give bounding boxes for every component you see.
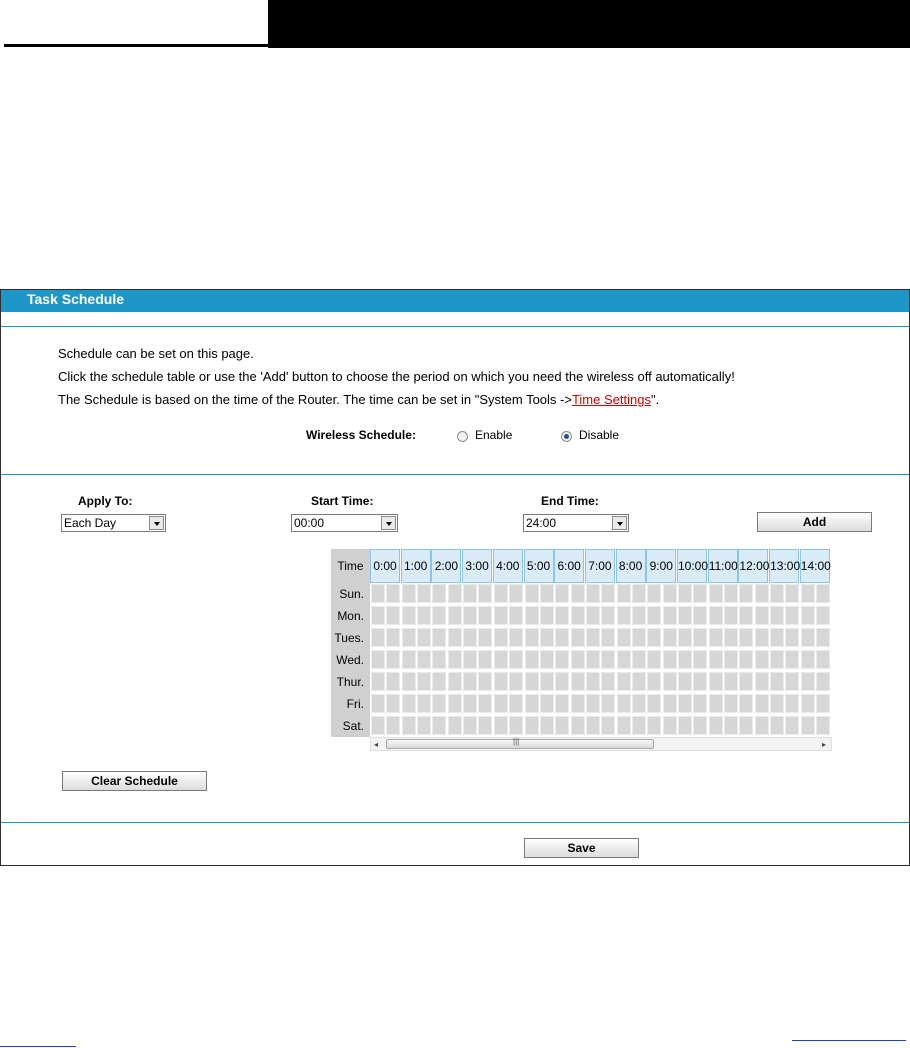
schedule-slot[interactable]	[601, 606, 615, 625]
schedule-slot[interactable]	[509, 628, 523, 647]
schedule-slot[interactable]	[432, 716, 446, 735]
schedule-slot[interactable]	[494, 650, 508, 669]
time-header: Time	[331, 549, 370, 583]
hour-header[interactable]: 1:00	[401, 549, 431, 583]
schedule-slot[interactable]	[693, 716, 707, 735]
separator-top	[1, 326, 909, 327]
schedule-slot[interactable]	[494, 672, 508, 691]
schedule-slot[interactable]	[724, 694, 738, 713]
schedule-slot[interactable]	[663, 628, 677, 647]
end-time-value: 24:00	[526, 516, 557, 530]
schedule-slot[interactable]	[494, 694, 508, 713]
schedule-slot[interactable]	[586, 628, 600, 647]
schedule-slot[interactable]	[463, 672, 477, 691]
schedule-slot[interactable]	[801, 650, 815, 669]
schedule-slot[interactable]	[555, 606, 569, 625]
schedule-slot[interactable]	[770, 716, 784, 735]
schedule-slot[interactable]	[448, 650, 462, 669]
schedule-slot[interactable]	[525, 716, 539, 735]
hour-header[interactable]: 4:00	[493, 549, 523, 583]
schedule-slot[interactable]	[494, 628, 508, 647]
schedule-slot[interactable]	[709, 606, 723, 625]
schedule-slot[interactable]	[478, 628, 492, 647]
schedule-slot[interactable]	[386, 672, 400, 691]
schedule-slot[interactable]	[632, 584, 646, 603]
schedule-slot[interactable]	[432, 650, 446, 669]
schedule-slot[interactable]	[371, 606, 385, 625]
schedule-slot[interactable]	[709, 650, 723, 669]
info-line-1: Schedule can be set on this page.	[58, 346, 254, 361]
schedule-slot[interactable]	[678, 628, 692, 647]
scrollbar-thumb[interactable]	[386, 739, 654, 749]
separator-middle	[1, 474, 909, 475]
schedule-slot[interactable]	[785, 606, 799, 625]
schedule-slot[interactable]	[571, 584, 585, 603]
schedule-slot[interactable]	[617, 716, 631, 735]
schedule-slot[interactable]	[417, 672, 431, 691]
schedule-slot[interactable]	[770, 606, 784, 625]
apply-to-label: Apply To:	[78, 494, 133, 508]
schedule-slot[interactable]	[463, 716, 477, 735]
enable-label: Enable	[475, 428, 513, 442]
footer-link-underline-2[interactable]	[0, 1046, 76, 1047]
schedule-slot[interactable]	[755, 672, 769, 691]
schedule-slot[interactable]	[816, 606, 830, 625]
schedule-slot[interactable]	[724, 606, 738, 625]
schedule-slot[interactable]	[770, 584, 784, 603]
schedule-slot[interactable]	[770, 694, 784, 713]
schedule-slot[interactable]	[494, 716, 508, 735]
schedule-slot[interactable]	[463, 606, 477, 625]
schedule-slot[interactable]	[448, 694, 462, 713]
schedule-slot[interactable]	[478, 650, 492, 669]
start-time-label: Start Time:	[311, 494, 374, 508]
header-black-bar	[268, 0, 910, 48]
header-underline	[4, 44, 268, 47]
schedule-slot[interactable]	[739, 606, 753, 625]
schedule-slot[interactable]	[402, 650, 416, 669]
info-line-3-text: The Schedule is based on the time of the Router. The time can be set in "System Tools ->	[58, 392, 572, 407]
schedule-slot[interactable]	[371, 628, 385, 647]
schedule-slot[interactable]	[417, 584, 431, 603]
schedule-slot[interactable]	[770, 650, 784, 669]
schedule-slot[interactable]	[386, 606, 400, 625]
schedule-slot[interactable]	[693, 650, 707, 669]
schedule-slot[interactable]	[586, 694, 600, 713]
task-schedule-panel	[0, 289, 910, 866]
schedule-slot[interactable]	[678, 716, 692, 735]
schedule-slot[interactable]	[739, 584, 753, 603]
hour-header[interactable]: 14:00	[800, 549, 830, 583]
schedule-slot[interactable]	[601, 694, 615, 713]
separator-bottom	[1, 822, 909, 823]
hour-header[interactable]: 10:00	[677, 549, 707, 583]
save-button[interactable]: Save	[524, 838, 639, 858]
schedule-slot[interactable]	[785, 716, 799, 735]
schedule-slot[interactable]	[478, 672, 492, 691]
header-left-area	[0, 0, 268, 46]
schedule-slot[interactable]	[525, 650, 539, 669]
schedule-slot[interactable]	[571, 694, 585, 713]
schedule-slot[interactable]	[386, 628, 400, 647]
schedule-slot[interactable]	[647, 694, 661, 713]
schedule-slot[interactable]	[632, 716, 646, 735]
schedule-slot[interactable]	[801, 628, 815, 647]
schedule-slot[interactable]	[494, 584, 508, 603]
schedule-slot[interactable]	[663, 606, 677, 625]
schedule-slot[interactable]	[432, 584, 446, 603]
wireless-schedule-label: Wireless Schedule:	[306, 428, 416, 442]
schedule-slot[interactable]	[448, 628, 462, 647]
hour-header[interactable]: 0:00	[370, 549, 400, 583]
schedule-slot[interactable]	[494, 606, 508, 625]
hour-header[interactable]: 6:00	[554, 549, 584, 583]
schedule-slot[interactable]	[448, 672, 462, 691]
add-button[interactable]: Add	[757, 512, 872, 532]
schedule-slot[interactable]	[509, 650, 523, 669]
schedule-slot[interactable]	[678, 694, 692, 713]
schedule-slot[interactable]	[525, 584, 539, 603]
hour-header[interactable]: 5:00	[524, 549, 554, 583]
schedule-slot[interactable]	[463, 694, 477, 713]
schedule-slot[interactable]	[586, 716, 600, 735]
schedule-slot[interactable]	[509, 716, 523, 735]
schedule-slot[interactable]	[601, 650, 615, 669]
day-label[interactable]: Mon.	[331, 605, 370, 627]
schedule-slot[interactable]	[386, 650, 400, 669]
schedule-slot[interactable]	[617, 694, 631, 713]
schedule-slot[interactable]	[678, 672, 692, 691]
schedule-slot[interactable]	[417, 650, 431, 669]
schedule-slot[interactable]	[386, 716, 400, 735]
horizontal-scrollbar[interactable]	[370, 737, 832, 751]
schedule-slot[interactable]	[632, 628, 646, 647]
hour-header[interactable]: 8:00	[616, 549, 646, 583]
day-label[interactable]: Sat.	[331, 715, 370, 737]
schedule-slot[interactable]	[678, 650, 692, 669]
schedule-table[interactable]	[331, 549, 832, 749]
schedule-slot[interactable]	[647, 606, 661, 625]
schedule-slot[interactable]	[816, 628, 830, 647]
schedule-slot[interactable]	[724, 584, 738, 603]
panel-title: Task Schedule	[1, 290, 909, 312]
schedule-slot[interactable]	[601, 584, 615, 603]
schedule-slot[interactable]	[402, 716, 416, 735]
schedule-slot[interactable]	[617, 628, 631, 647]
schedule-slot[interactable]	[555, 672, 569, 691]
day-label[interactable]: Thur.	[331, 671, 370, 693]
schedule-slot[interactable]	[632, 672, 646, 691]
schedule-slot[interactable]	[540, 628, 554, 647]
scrollbar-grip-icon: |||	[513, 737, 520, 746]
schedule-slot[interactable]	[432, 694, 446, 713]
schedule-slot[interactable]	[647, 628, 661, 647]
schedule-slot[interactable]	[555, 584, 569, 603]
schedule-slot[interactable]	[601, 716, 615, 735]
schedule-slot[interactable]	[693, 606, 707, 625]
info-line-3-end: ".	[650, 392, 660, 407]
schedule-slot[interactable]	[755, 694, 769, 713]
schedule-slot[interactable]	[801, 606, 815, 625]
schedule-slot[interactable]	[509, 694, 523, 713]
schedule-slot[interactable]	[540, 672, 554, 691]
schedule-slot[interactable]	[432, 606, 446, 625]
schedule-slot[interactable]	[555, 694, 569, 713]
schedule-slot[interactable]	[724, 672, 738, 691]
schedule-slot[interactable]	[402, 584, 416, 603]
schedule-slot[interactable]	[663, 672, 677, 691]
schedule-slot[interactable]	[371, 694, 385, 713]
schedule-slot[interactable]	[371, 672, 385, 691]
schedule-slot[interactable]	[755, 650, 769, 669]
enable-radio[interactable]	[457, 431, 468, 442]
schedule-slot[interactable]	[693, 672, 707, 691]
schedule-slot[interactable]	[571, 650, 585, 669]
schedule-slot[interactable]	[601, 628, 615, 647]
schedule-slot[interactable]	[739, 694, 753, 713]
schedule-slot[interactable]	[663, 716, 677, 735]
schedule-slot[interactable]	[785, 672, 799, 691]
schedule-slot[interactable]	[709, 716, 723, 735]
end-time-select[interactable]	[523, 514, 629, 532]
scroll-right-icon[interactable]: ▸	[821, 740, 826, 749]
schedule-slot[interactable]	[432, 672, 446, 691]
schedule-slot[interactable]	[755, 584, 769, 603]
schedule-slot[interactable]	[755, 606, 769, 625]
schedule-slot[interactable]	[693, 628, 707, 647]
schedule-slot[interactable]	[509, 606, 523, 625]
chevron-down-icon[interactable]	[381, 516, 396, 530]
schedule-slot[interactable]	[417, 606, 431, 625]
chevron-down-icon[interactable]	[149, 516, 164, 530]
schedule-slot[interactable]	[709, 584, 723, 603]
schedule-slot[interactable]	[371, 584, 385, 603]
day-label[interactable]: Fri.	[331, 693, 370, 715]
schedule-slot[interactable]	[632, 694, 646, 713]
schedule-slot[interactable]	[617, 650, 631, 669]
schedule-slot[interactable]	[739, 672, 753, 691]
hour-header[interactable]: 11:00	[708, 549, 738, 583]
apply-to-value: Each Day	[64, 516, 117, 530]
hour-header[interactable]: 3:00	[462, 549, 492, 583]
schedule-slot[interactable]	[555, 650, 569, 669]
schedule-slot[interactable]	[540, 584, 554, 603]
schedule-slot[interactable]	[448, 716, 462, 735]
hour-header[interactable]: 13:00	[769, 549, 799, 583]
day-label[interactable]: Tues.	[331, 627, 370, 649]
day-label[interactable]: Wed.	[331, 649, 370, 671]
schedule-slot[interactable]	[586, 584, 600, 603]
schedule-slot[interactable]	[647, 716, 661, 735]
schedule-slot[interactable]	[663, 650, 677, 669]
schedule-slot[interactable]	[816, 716, 830, 735]
schedule-slot[interactable]	[785, 694, 799, 713]
schedule-slot[interactable]	[478, 716, 492, 735]
schedule-slot[interactable]	[571, 716, 585, 735]
schedule-slot[interactable]	[617, 672, 631, 691]
schedule-slot[interactable]	[785, 650, 799, 669]
time-settings-link[interactable]: Time Settings	[571, 392, 651, 407]
schedule-slot[interactable]	[755, 628, 769, 647]
schedule-slot[interactable]	[801, 672, 815, 691]
schedule-slot[interactable]	[386, 584, 400, 603]
schedule-slot[interactable]	[540, 694, 554, 713]
schedule-slot[interactable]	[647, 584, 661, 603]
end-time-label: End Time:	[541, 494, 599, 508]
schedule-slot[interactable]	[801, 584, 815, 603]
schedule-slot[interactable]	[371, 650, 385, 669]
schedule-slot[interactable]	[632, 650, 646, 669]
schedule-slot[interactable]	[693, 694, 707, 713]
schedule-slot[interactable]	[724, 628, 738, 647]
schedule-slot[interactable]	[571, 672, 585, 691]
schedule-slot[interactable]	[571, 628, 585, 647]
schedule-slot[interactable]	[540, 650, 554, 669]
footer-link-underline[interactable]	[792, 1040, 906, 1041]
schedule-slot[interactable]	[478, 584, 492, 603]
schedule-slot[interactable]	[801, 716, 815, 735]
schedule-slot[interactable]	[601, 672, 615, 691]
schedule-slot[interactable]	[540, 606, 554, 625]
schedule-slot[interactable]	[739, 628, 753, 647]
schedule-slot[interactable]	[448, 606, 462, 625]
start-time-value: 00:00	[294, 516, 325, 530]
schedule-slot[interactable]	[509, 672, 523, 691]
schedule-slot[interactable]	[478, 606, 492, 625]
chevron-down-icon[interactable]	[612, 516, 627, 530]
hour-header[interactable]: 12:00	[738, 549, 768, 583]
schedule-slot[interactable]	[448, 584, 462, 603]
info-line-3	[58, 392, 659, 407]
schedule-slot[interactable]	[402, 606, 416, 625]
schedule-slot[interactable]	[463, 584, 477, 603]
schedule-slot[interactable]	[816, 650, 830, 669]
schedule-slot[interactable]	[417, 628, 431, 647]
schedule-slot[interactable]	[770, 672, 784, 691]
schedule-slot[interactable]	[663, 584, 677, 603]
schedule-slot[interactable]	[463, 628, 477, 647]
schedule-slot[interactable]	[816, 694, 830, 713]
schedule-slot[interactable]	[525, 672, 539, 691]
hour-header[interactable]: 7:00	[585, 549, 615, 583]
schedule-slot[interactable]	[678, 606, 692, 625]
schedule-slot[interactable]	[509, 584, 523, 603]
schedule-slot[interactable]	[816, 584, 830, 603]
schedule-slot[interactable]	[540, 716, 554, 735]
schedule-slot[interactable]	[371, 716, 385, 735]
schedule-slot[interactable]	[709, 694, 723, 713]
schedule-slot[interactable]	[632, 606, 646, 625]
schedule-slot[interactable]	[755, 716, 769, 735]
disable-label: Disable	[579, 428, 620, 442]
schedule-slot[interactable]	[663, 694, 677, 713]
schedule-slot[interactable]	[402, 672, 416, 691]
schedule-slot[interactable]	[739, 650, 753, 669]
schedule-slot[interactable]	[647, 650, 661, 669]
schedule-slot[interactable]	[724, 650, 738, 669]
schedule-slot[interactable]	[525, 606, 539, 625]
schedule-slot[interactable]	[724, 716, 738, 735]
apply-to-select[interactable]	[61, 514, 166, 532]
day-label[interactable]: Sun.	[331, 583, 370, 605]
schedule-slot[interactable]	[617, 584, 631, 603]
schedule-slot[interactable]	[709, 672, 723, 691]
schedule-slot[interactable]	[678, 584, 692, 603]
schedule-slot[interactable]	[785, 584, 799, 603]
hour-header[interactable]: 2:00	[431, 549, 461, 583]
schedule-slot[interactable]	[693, 584, 707, 603]
clear-schedule-button[interactable]: Clear Schedule	[62, 771, 207, 791]
schedule-slot[interactable]	[770, 628, 784, 647]
hour-header[interactable]: 9:00	[646, 549, 676, 583]
schedule-slot[interactable]	[417, 716, 431, 735]
schedule-slot[interactable]	[386, 694, 400, 713]
schedule-slot[interactable]	[586, 606, 600, 625]
schedule-slot[interactable]	[586, 650, 600, 669]
schedule-slot[interactable]	[571, 606, 585, 625]
schedule-slot[interactable]	[785, 628, 799, 647]
schedule-slot[interactable]	[525, 694, 539, 713]
scroll-left-icon[interactable]: ◂	[374, 740, 379, 749]
schedule-slot[interactable]	[816, 672, 830, 691]
schedule-slot[interactable]	[478, 694, 492, 713]
schedule-slot[interactable]	[647, 672, 661, 691]
schedule-slot[interactable]	[586, 672, 600, 691]
schedule-slot[interactable]	[617, 606, 631, 625]
start-time-select[interactable]	[291, 514, 398, 532]
schedule-slot[interactable]	[463, 650, 477, 669]
schedule-slot[interactable]	[801, 694, 815, 713]
schedule-slot[interactable]	[739, 716, 753, 735]
schedule-slot[interactable]	[709, 628, 723, 647]
schedule-slot[interactable]	[432, 628, 446, 647]
info-line-2: Click the schedule table or use the 'Add' button to choose the period on which you need the wireless off automatically!	[58, 369, 735, 384]
schedule-slot[interactable]	[555, 628, 569, 647]
schedule-slot[interactable]	[417, 694, 431, 713]
schedule-slot[interactable]	[402, 694, 416, 713]
schedule-slot[interactable]	[555, 716, 569, 735]
schedule-slot[interactable]	[525, 628, 539, 647]
schedule-slot[interactable]	[402, 628, 416, 647]
disable-radio[interactable]	[561, 431, 572, 442]
